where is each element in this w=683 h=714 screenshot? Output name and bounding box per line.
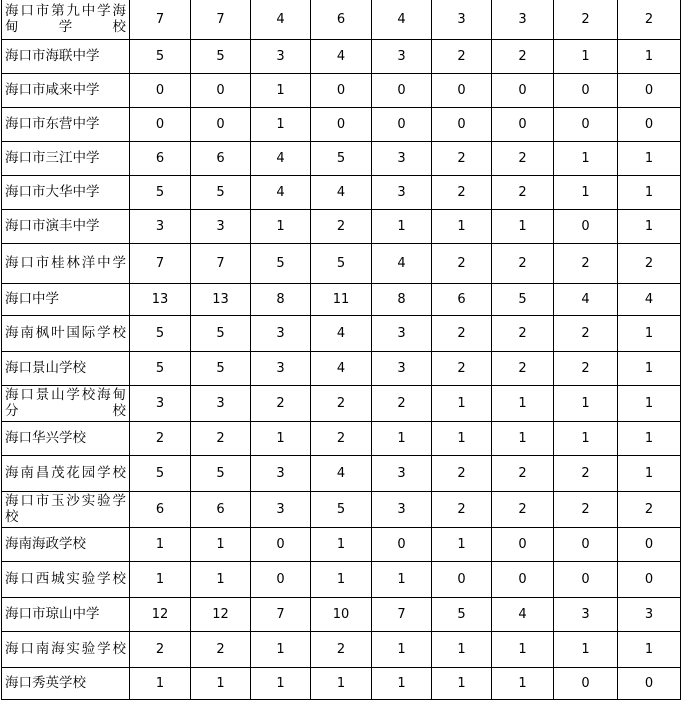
value-cell-col-6: 5 bbox=[432, 597, 492, 631]
table-row bbox=[2, 667, 681, 699]
value-cell-col-3: 3 bbox=[251, 491, 311, 527]
value-cell-col-2: 2 bbox=[191, 631, 251, 667]
table-row bbox=[2, 527, 681, 561]
value-cell-col-9: 4 bbox=[618, 283, 681, 315]
value-cell-col-9: 1 bbox=[618, 385, 681, 421]
value-cell-col-1: 6 bbox=[130, 491, 191, 527]
value-cell-col-9: 1 bbox=[618, 209, 681, 243]
table-row bbox=[2, 455, 681, 491]
value-cell-col-9: 2 bbox=[618, 243, 681, 283]
value-cell-col-7: 5 bbox=[492, 283, 554, 315]
school-name-cell: 海口市东营中学 bbox=[2, 107, 130, 141]
table-row bbox=[2, 315, 681, 351]
value-cell-col-8: 0 bbox=[554, 667, 618, 699]
value-cell-col-8: 2 bbox=[554, 0, 618, 39]
school-data-table bbox=[1, 0, 681, 700]
value-cell-col-8: 4 bbox=[554, 283, 618, 315]
value-cell-col-6: 6 bbox=[432, 283, 492, 315]
value-cell-col-6: 1 bbox=[432, 209, 492, 243]
value-cell-col-6: 2 bbox=[432, 351, 492, 385]
value-cell-col-1: 5 bbox=[130, 175, 191, 209]
value-cell-col-8: 0 bbox=[554, 107, 618, 141]
school-name-cell: 海口景山学校海甸分校 bbox=[2, 385, 130, 421]
value-cell-col-4: 2 bbox=[311, 631, 372, 667]
value-cell-col-2: 5 bbox=[191, 39, 251, 73]
value-cell-col-1: 12 bbox=[130, 597, 191, 631]
value-cell-col-7: 2 bbox=[492, 175, 554, 209]
value-cell-col-3: 1 bbox=[251, 73, 311, 107]
school-name-cell: 海南枫叶国际学校 bbox=[2, 315, 130, 351]
value-cell-col-7: 2 bbox=[492, 351, 554, 385]
value-cell-col-2: 3 bbox=[191, 385, 251, 421]
table-row bbox=[2, 283, 681, 315]
table-row bbox=[2, 175, 681, 209]
value-cell-col-7: 2 bbox=[492, 315, 554, 351]
value-cell-col-7: 1 bbox=[492, 209, 554, 243]
value-cell-col-5: 3 bbox=[372, 491, 432, 527]
value-cell-col-6: 0 bbox=[432, 107, 492, 141]
value-cell-col-5: 3 bbox=[372, 351, 432, 385]
value-cell-col-9: 1 bbox=[618, 315, 681, 351]
value-cell-col-1: 3 bbox=[130, 209, 191, 243]
school-name-cell: 海口市演丰中学 bbox=[2, 209, 130, 243]
value-cell-col-2: 5 bbox=[191, 351, 251, 385]
value-cell-col-4: 5 bbox=[311, 491, 372, 527]
value-cell-col-4: 6 bbox=[311, 0, 372, 39]
value-cell-col-4: 0 bbox=[311, 107, 372, 141]
value-cell-col-1: 7 bbox=[130, 0, 191, 39]
value-cell-col-3: 7 bbox=[251, 597, 311, 631]
value-cell-col-8: 0 bbox=[554, 561, 618, 597]
value-cell-col-9: 1 bbox=[618, 351, 681, 385]
value-cell-col-2: 5 bbox=[191, 175, 251, 209]
table-row bbox=[2, 141, 681, 175]
value-cell-col-4: 5 bbox=[311, 243, 372, 283]
value-cell-col-5: 0 bbox=[372, 73, 432, 107]
school-name-cell: 海口秀英学校 bbox=[2, 667, 130, 699]
table-row bbox=[2, 73, 681, 107]
value-cell-col-4: 4 bbox=[311, 351, 372, 385]
value-cell-col-8: 1 bbox=[554, 141, 618, 175]
value-cell-col-9: 1 bbox=[618, 175, 681, 209]
value-cell-col-9: 1 bbox=[618, 455, 681, 491]
value-cell-col-4: 4 bbox=[311, 39, 372, 73]
value-cell-col-8: 2 bbox=[554, 455, 618, 491]
value-cell-col-7: 2 bbox=[492, 243, 554, 283]
value-cell-col-7: 2 bbox=[492, 491, 554, 527]
school-name-cell: 海口市咸来中学 bbox=[2, 73, 130, 107]
table-row bbox=[2, 0, 681, 39]
value-cell-col-8: 3 bbox=[554, 597, 618, 631]
table-body bbox=[2, 0, 681, 699]
value-cell-col-4: 1 bbox=[311, 527, 372, 561]
value-cell-col-3: 1 bbox=[251, 107, 311, 141]
value-cell-col-5: 4 bbox=[372, 0, 432, 39]
value-cell-col-6: 2 bbox=[432, 455, 492, 491]
table-row bbox=[2, 491, 681, 527]
value-cell-col-3: 3 bbox=[251, 351, 311, 385]
table-row bbox=[2, 561, 681, 597]
value-cell-col-3: 0 bbox=[251, 561, 311, 597]
value-cell-col-2: 1 bbox=[191, 527, 251, 561]
value-cell-col-2: 1 bbox=[191, 667, 251, 699]
value-cell-col-5: 8 bbox=[372, 283, 432, 315]
value-cell-col-6: 2 bbox=[432, 175, 492, 209]
value-cell-col-1: 5 bbox=[130, 455, 191, 491]
value-cell-col-1: 3 bbox=[130, 385, 191, 421]
value-cell-col-2: 5 bbox=[191, 455, 251, 491]
value-cell-col-5: 0 bbox=[372, 107, 432, 141]
value-cell-col-1: 1 bbox=[130, 667, 191, 699]
value-cell-col-3: 8 bbox=[251, 283, 311, 315]
value-cell-col-9: 0 bbox=[618, 73, 681, 107]
value-cell-col-7: 0 bbox=[492, 561, 554, 597]
value-cell-col-3: 3 bbox=[251, 455, 311, 491]
value-cell-col-8: 0 bbox=[554, 73, 618, 107]
value-cell-col-6: 2 bbox=[432, 39, 492, 73]
value-cell-col-6: 2 bbox=[432, 243, 492, 283]
value-cell-col-8: 1 bbox=[554, 385, 618, 421]
table-row bbox=[2, 243, 681, 283]
value-cell-col-8: 1 bbox=[554, 39, 618, 73]
value-cell-col-4: 1 bbox=[311, 667, 372, 699]
school-name-cell: 海口景山学校 bbox=[2, 351, 130, 385]
value-cell-col-5: 3 bbox=[372, 175, 432, 209]
table-row bbox=[2, 39, 681, 73]
value-cell-col-4: 4 bbox=[311, 315, 372, 351]
value-cell-col-9: 2 bbox=[618, 491, 681, 527]
value-cell-col-7: 2 bbox=[492, 455, 554, 491]
value-cell-col-3: 1 bbox=[251, 421, 311, 455]
school-name-cell: 海南海政学校 bbox=[2, 527, 130, 561]
value-cell-col-3: 1 bbox=[251, 209, 311, 243]
value-cell-col-8: 1 bbox=[554, 175, 618, 209]
value-cell-col-1: 1 bbox=[130, 561, 191, 597]
school-name-cell: 海口西城实验学校 bbox=[2, 561, 130, 597]
value-cell-col-2: 7 bbox=[191, 0, 251, 39]
value-cell-col-9: 0 bbox=[618, 667, 681, 699]
value-cell-col-8: 2 bbox=[554, 243, 618, 283]
school-name-cell: 海口中学 bbox=[2, 283, 130, 315]
value-cell-col-2: 0 bbox=[191, 73, 251, 107]
value-cell-col-2: 6 bbox=[191, 141, 251, 175]
value-cell-col-7: 2 bbox=[492, 39, 554, 73]
value-cell-col-4: 2 bbox=[311, 209, 372, 243]
value-cell-col-8: 2 bbox=[554, 351, 618, 385]
value-cell-col-9: 0 bbox=[618, 561, 681, 597]
value-cell-col-3: 3 bbox=[251, 315, 311, 351]
value-cell-col-3: 4 bbox=[251, 175, 311, 209]
school-name-cell: 海口市桂林洋中学 bbox=[2, 243, 130, 283]
value-cell-col-4: 10 bbox=[311, 597, 372, 631]
value-cell-col-7: 1 bbox=[492, 421, 554, 455]
value-cell-col-4: 4 bbox=[311, 455, 372, 491]
value-cell-col-5: 2 bbox=[372, 385, 432, 421]
value-cell-col-4: 4 bbox=[311, 175, 372, 209]
school-name-cell: 海口市海联中学 bbox=[2, 39, 130, 73]
value-cell-col-5: 3 bbox=[372, 141, 432, 175]
value-cell-col-1: 2 bbox=[130, 421, 191, 455]
value-cell-col-1: 1 bbox=[130, 527, 191, 561]
value-cell-col-5: 4 bbox=[372, 243, 432, 283]
table-row bbox=[2, 421, 681, 455]
value-cell-col-5: 1 bbox=[372, 667, 432, 699]
school-name-cell: 海南昌茂花园学校 bbox=[2, 455, 130, 491]
table-row bbox=[2, 385, 681, 421]
value-cell-col-3: 5 bbox=[251, 243, 311, 283]
value-cell-col-6: 0 bbox=[432, 73, 492, 107]
value-cell-col-5: 3 bbox=[372, 39, 432, 73]
school-name-cell: 海口市大华中学 bbox=[2, 175, 130, 209]
value-cell-col-2: 0 bbox=[191, 107, 251, 141]
value-cell-col-1: 5 bbox=[130, 315, 191, 351]
school-name-cell: 海口华兴学校 bbox=[2, 421, 130, 455]
value-cell-col-7: 3 bbox=[492, 0, 554, 39]
value-cell-col-3: 4 bbox=[251, 0, 311, 39]
value-cell-col-8: 2 bbox=[554, 315, 618, 351]
value-cell-col-3: 1 bbox=[251, 667, 311, 699]
value-cell-col-9: 0 bbox=[618, 527, 681, 561]
value-cell-col-9: 1 bbox=[618, 421, 681, 455]
value-cell-col-3: 1 bbox=[251, 631, 311, 667]
value-cell-col-9: 2 bbox=[618, 0, 681, 39]
value-cell-col-8: 1 bbox=[554, 631, 618, 667]
value-cell-col-3: 0 bbox=[251, 527, 311, 561]
value-cell-col-2: 6 bbox=[191, 491, 251, 527]
value-cell-col-6: 2 bbox=[432, 315, 492, 351]
value-cell-col-4: 1 bbox=[311, 561, 372, 597]
school-name-cell: 海口市玉沙实验学校 bbox=[2, 491, 130, 527]
value-cell-col-1: 6 bbox=[130, 141, 191, 175]
value-cell-col-1: 7 bbox=[130, 243, 191, 283]
value-cell-col-4: 11 bbox=[311, 283, 372, 315]
value-cell-col-1: 5 bbox=[130, 39, 191, 73]
table-row bbox=[2, 351, 681, 385]
school-name-cell: 海口市琼山中学 bbox=[2, 597, 130, 631]
value-cell-col-4: 0 bbox=[311, 73, 372, 107]
value-cell-col-7: 0 bbox=[492, 73, 554, 107]
value-cell-col-2: 13 bbox=[191, 283, 251, 315]
value-cell-col-9: 0 bbox=[618, 107, 681, 141]
value-cell-col-3: 3 bbox=[251, 39, 311, 73]
value-cell-col-8: 2 bbox=[554, 491, 618, 527]
value-cell-col-1: 2 bbox=[130, 631, 191, 667]
value-cell-col-2: 1 bbox=[191, 561, 251, 597]
value-cell-col-2: 7 bbox=[191, 243, 251, 283]
value-cell-col-8: 1 bbox=[554, 421, 618, 455]
value-cell-col-7: 0 bbox=[492, 527, 554, 561]
value-cell-col-9: 1 bbox=[618, 39, 681, 73]
value-cell-col-6: 3 bbox=[432, 0, 492, 39]
value-cell-col-7: 2 bbox=[492, 141, 554, 175]
table-row bbox=[2, 631, 681, 667]
value-cell-col-5: 1 bbox=[372, 421, 432, 455]
value-cell-col-7: 4 bbox=[492, 597, 554, 631]
value-cell-col-7: 1 bbox=[492, 667, 554, 699]
school-name-cell: 海口南海实验学校 bbox=[2, 631, 130, 667]
value-cell-col-2: 5 bbox=[191, 315, 251, 351]
value-cell-col-5: 7 bbox=[372, 597, 432, 631]
value-cell-col-8: 0 bbox=[554, 209, 618, 243]
school-name-cell: 海口市三江中学 bbox=[2, 141, 130, 175]
value-cell-col-8: 0 bbox=[554, 527, 618, 561]
value-cell-col-4: 5 bbox=[311, 141, 372, 175]
value-cell-col-7: 0 bbox=[492, 107, 554, 141]
value-cell-col-5: 1 bbox=[372, 631, 432, 667]
value-cell-col-7: 1 bbox=[492, 631, 554, 667]
value-cell-col-4: 2 bbox=[311, 385, 372, 421]
value-cell-col-6: 1 bbox=[432, 631, 492, 667]
value-cell-col-9: 1 bbox=[618, 141, 681, 175]
value-cell-col-5: 3 bbox=[372, 315, 432, 351]
school-name-cell: 海口市第九中学海甸学校 bbox=[2, 0, 130, 39]
value-cell-col-6: 1 bbox=[432, 421, 492, 455]
value-cell-col-7: 1 bbox=[492, 385, 554, 421]
value-cell-col-5: 1 bbox=[372, 561, 432, 597]
value-cell-col-4: 2 bbox=[311, 421, 372, 455]
value-cell-col-9: 1 bbox=[618, 631, 681, 667]
value-cell-col-6: 2 bbox=[432, 491, 492, 527]
value-cell-col-1: 13 bbox=[130, 283, 191, 315]
value-cell-col-2: 2 bbox=[191, 421, 251, 455]
value-cell-col-5: 3 bbox=[372, 455, 432, 491]
value-cell-col-5: 1 bbox=[372, 209, 432, 243]
value-cell-col-6: 1 bbox=[432, 667, 492, 699]
table-row bbox=[2, 107, 681, 141]
table-row bbox=[2, 597, 681, 631]
value-cell-col-6: 1 bbox=[432, 527, 492, 561]
value-cell-col-2: 3 bbox=[191, 209, 251, 243]
value-cell-col-6: 0 bbox=[432, 561, 492, 597]
value-cell-col-3: 4 bbox=[251, 141, 311, 175]
value-cell-col-5: 0 bbox=[372, 527, 432, 561]
value-cell-col-9: 3 bbox=[618, 597, 681, 631]
value-cell-col-6: 1 bbox=[432, 385, 492, 421]
value-cell-col-1: 5 bbox=[130, 351, 191, 385]
value-cell-col-2: 12 bbox=[191, 597, 251, 631]
value-cell-col-6: 2 bbox=[432, 141, 492, 175]
value-cell-col-3: 2 bbox=[251, 385, 311, 421]
table-row bbox=[2, 209, 681, 243]
value-cell-col-1: 0 bbox=[130, 73, 191, 107]
value-cell-col-1: 0 bbox=[130, 107, 191, 141]
